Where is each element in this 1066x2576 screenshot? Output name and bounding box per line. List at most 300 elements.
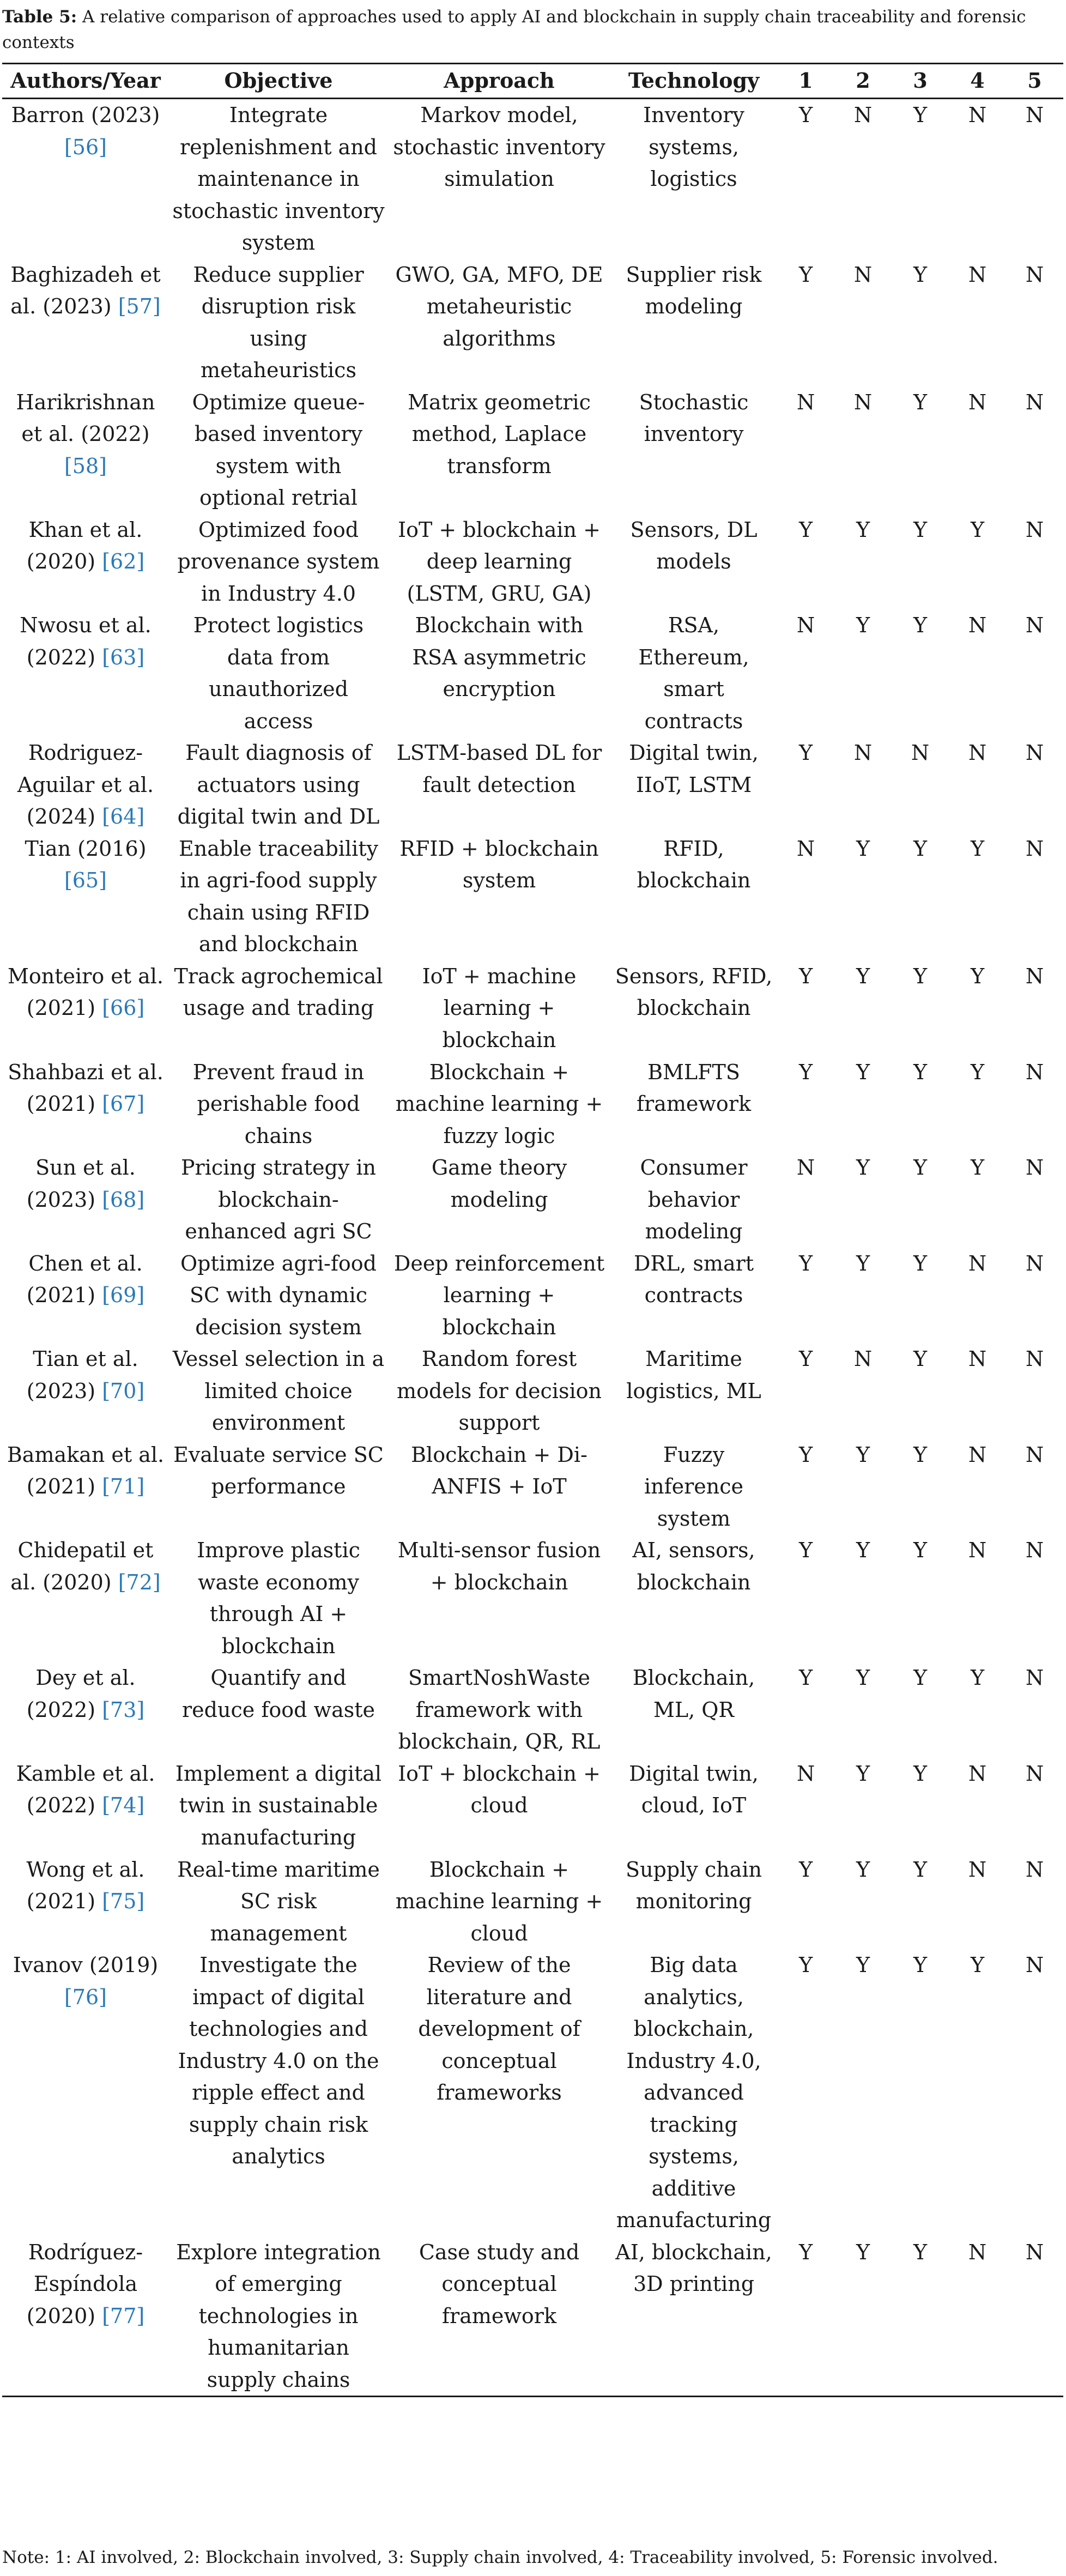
citation-link[interactable]: [68]	[102, 1187, 145, 1212]
approach-text: Markov model, stochastic inventory simulation	[393, 103, 605, 191]
objective-text: Fault diagnosis of actuators using digital twin and DL	[177, 741, 380, 829]
flag-col-2-cell: Y	[856, 517, 870, 542]
author-cell	[2, 99, 169, 259]
approach-text: IoT + blockchain + deep learning (LSTM, GRU, GA)	[398, 517, 601, 606]
flag-col-5-cell: N	[1025, 964, 1044, 988]
objective-cell	[169, 960, 388, 1056]
technology-text: Fuzzy inference system	[644, 1442, 744, 1531]
flag-col-1-cell: Y	[798, 1953, 813, 1977]
citation-link[interactable]: [56]	[64, 135, 107, 159]
citation-link[interactable]: [63]	[102, 645, 145, 669]
flag-col-1-cell: Y	[777, 2236, 834, 2397]
approach-cell	[388, 1758, 610, 1854]
flag-col-5-cell: N	[1025, 1953, 1044, 1977]
flag-col-2-cell: Y	[856, 1538, 870, 1562]
table-row	[2, 1854, 1063, 1950]
approach-cell	[388, 514, 610, 610]
approach-cell	[388, 960, 610, 1056]
author-text: Wong et al. (2021)	[26, 1857, 145, 1913]
author-text: Rodriguez-Aguilar et al. (2024)	[17, 741, 154, 829]
author-cell	[2, 259, 169, 386]
approach-text: Blockchain + machine learning + cloud	[395, 1857, 603, 1945]
flag-col-4-cell: N	[968, 1251, 987, 1275]
technology-cell	[610, 1854, 777, 1950]
citation-link[interactable]: [69]	[102, 1283, 145, 1307]
flag-col-4-cell: Y	[970, 1953, 985, 1977]
flag-col-2-cell: N	[853, 1347, 873, 1371]
flag-col-5-cell: N	[1025, 390, 1044, 414]
objective-text: Integrate replenishment and maintenance in stochastic inventory system	[172, 103, 385, 255]
flag-col-4-cell: Y	[970, 517, 985, 542]
objective-cell	[169, 1056, 388, 1152]
citation-link[interactable]: [64]	[102, 805, 145, 829]
flag-col-1-cell: Y	[798, 1060, 813, 1084]
flag-col-5-cell: N	[1025, 836, 1044, 861]
technology-cell	[610, 514, 777, 610]
flag-col-3-cell: Y	[913, 1953, 928, 1977]
flag-col-1-cell: Y	[798, 1347, 813, 1371]
technology-text: Maritime logistics, ML	[626, 1347, 761, 1403]
flag-col-4-cell: Y	[970, 836, 985, 861]
header-approach: Approach	[388, 64, 610, 99]
objective-text: Improve plastic waste economy through AI + blockchain	[197, 1538, 360, 1658]
objective-text: Optimize queue-based inventory system with optional retrial	[192, 390, 365, 510]
citation-link[interactable]: [74]	[102, 1793, 145, 1817]
author-text: Nwosu et al. (2022)	[20, 613, 152, 669]
objective-text: Enable traceability in agri-food supply chain using RFID and blockchain	[179, 836, 378, 956]
technology-text: Digital twin, IIoT, LSTM	[629, 741, 759, 797]
flag-col-1-cell: Y	[798, 964, 813, 988]
flag-col-2-cell: Y	[856, 836, 870, 861]
author-cell	[2, 1949, 169, 2236]
technology-text: RSA, Ethereum, smart contracts	[638, 613, 749, 733]
technology-text: DRL, smart contracts	[633, 1251, 754, 1307]
author-text: Monteiro et al. (2021)	[7, 964, 164, 1020]
author-text: Tian et al. (2023)	[26, 1347, 138, 1403]
approach-cell	[388, 609, 610, 737]
author-cell	[2, 1758, 169, 1854]
flag-col-5-cell: N	[1025, 1442, 1044, 1467]
flag-col-2-cell: N	[853, 103, 873, 127]
objective-cell	[169, 1758, 388, 1854]
flag-col-4-cell: N	[968, 613, 987, 637]
flag-col-5-cell: N	[1025, 1761, 1044, 1786]
objective-cell	[169, 1662, 388, 1758]
flag-col-3-cell: Y	[913, 836, 928, 861]
flag-col-3-cell: Y	[892, 2236, 949, 2397]
objective-text: Reduce supplier disruption risk using metaheuristics	[193, 262, 364, 382]
header-objective: Objective	[169, 64, 388, 99]
approach-cell	[388, 1534, 610, 1662]
approach-cell	[388, 1343, 610, 1439]
approach-text: Case study and conceptual framework	[419, 2240, 580, 2328]
flag-col-4-cell: Y	[970, 1156, 985, 1180]
approach-text: Blockchain + Di-ANFIS + IoT	[411, 1442, 587, 1498]
objective-text: Prevent fraud in perishable food chains	[192, 1060, 365, 1148]
flag-col-1-cell: Y	[798, 1857, 813, 1882]
technology-cell	[610, 609, 777, 737]
approach-text: IoT + machine learning + blockchain	[422, 964, 577, 1052]
citation-link[interactable]: [58]	[64, 453, 107, 478]
author-cell	[2, 1248, 169, 1344]
objective-cell	[169, 737, 388, 833]
objective-cell	[169, 2236, 388, 2397]
flag-col-5-cell: N	[1025, 1857, 1044, 1882]
objective-text: Protect logistics data from unauthorized access	[193, 613, 364, 733]
approach-text: GWO, GA, MFO, DE metaheuristic algorithms	[395, 262, 603, 350]
technology-cell	[610, 1056, 777, 1152]
objective-cell	[169, 386, 388, 514]
author-text: Khan et al. (2020)	[26, 517, 143, 573]
author-cell	[2, 1439, 169, 1535]
table-row	[2, 99, 1063, 259]
objective-text: Investigate the impact of digital technologies and Industry 4.0 on the ripple effect and supply chain risk analytics	[178, 1953, 379, 2168]
flag-col-5-cell: N	[1025, 613, 1044, 637]
author-cell	[2, 1534, 169, 1662]
approach-text: Blockchain with RSA asymmetric encryption	[412, 613, 586, 701]
approach-text: Deep reinforcement learning + blockchain	[393, 1251, 605, 1339]
objective-cell	[169, 99, 388, 259]
approach-cell	[388, 1439, 610, 1535]
author-text: Baghizadeh et al. (2023)	[10, 262, 161, 318]
approach-text: Multi-sensor fusion + blockchain	[397, 1538, 601, 1594]
flag-col-3-cell: Y	[913, 1761, 928, 1786]
citation-link[interactable]: [57]	[118, 294, 161, 318]
technology-cell	[610, 1949, 777, 2236]
flag-col-3-cell: Y	[913, 1857, 928, 1882]
technology-cell	[610, 737, 777, 833]
flag-col-5-cell: N	[1025, 1538, 1044, 1562]
flag-col-2-cell: Y	[856, 613, 870, 637]
table-row	[2, 386, 1063, 514]
technology-text: Blockchain, ML, QR	[632, 1666, 755, 1722]
approach-text: Blockchain + machine learning + fuzzy logic	[395, 1060, 603, 1148]
objective-cell	[169, 833, 388, 960]
author-text: Ivanov (2019)	[13, 1953, 159, 1977]
approach-cell	[388, 1152, 610, 1248]
technology-text: Supply chain monitoring	[626, 1857, 762, 1913]
flag-col-1-cell: Y	[798, 1251, 813, 1275]
flag-col-2-cell: Y	[856, 1953, 870, 1977]
flag-col-3-cell: Y	[913, 1666, 928, 1690]
flag-col-1-cell: N	[796, 613, 815, 637]
objective-text: Vessel selection in a limited choice environment	[172, 1347, 385, 1435]
flag-col-4-cell: N	[968, 1857, 987, 1882]
table-row	[2, 1534, 1063, 1662]
technology-text: Sensors, DL models	[630, 517, 758, 573]
flag-col-4-cell: N	[968, 262, 987, 287]
technology-cell	[610, 833, 777, 960]
objective-cell	[169, 609, 388, 737]
flag-col-4-cell: N	[968, 390, 987, 414]
approach-cell	[388, 2236, 610, 2397]
flag-col-3-cell: Y	[913, 103, 928, 127]
flag-col-1-cell: Y	[798, 1666, 813, 1690]
table-row	[2, 259, 1063, 386]
table-row	[2, 833, 1063, 960]
flag-col-2-cell: Y	[856, 1156, 870, 1180]
flag-col-4-cell: N	[968, 1761, 987, 1786]
flag-col-2-cell: Y	[856, 1251, 870, 1275]
approach-text: IoT + blockchain + cloud	[398, 1761, 601, 1817]
author-text: Rodríguez-Espíndola (2020)	[26, 2240, 143, 2328]
approach-text: LSTM-based DL for fault detection	[396, 741, 602, 797]
flag-col-5-cell: N	[1025, 262, 1044, 287]
table-header-row	[2, 64, 1063, 99]
flag-col-5-cell: N	[1006, 2236, 1063, 2397]
technology-cell	[610, 960, 777, 1056]
flag-col-2-cell: Y	[856, 1666, 870, 1690]
author-cell	[2, 386, 169, 514]
objective-text: Implement a digital twin in sustainable manufacturing	[175, 1761, 382, 1849]
flag-col-3-cell: Y	[913, 964, 928, 988]
flag-col-5-cell: N	[1025, 1251, 1044, 1275]
flag-col-4-cell: N	[968, 103, 987, 127]
header-col-2: 2	[834, 64, 892, 99]
comparison-table	[2, 63, 1063, 2397]
objective-cell	[169, 1343, 388, 1439]
technology-cell	[610, 1534, 777, 1662]
approach-cell	[388, 833, 610, 960]
objective-cell	[169, 1439, 388, 1535]
technology-cell	[610, 1343, 777, 1439]
table-row	[2, 609, 1063, 737]
table-row	[2, 1949, 1063, 2236]
citation-link[interactable]: [62]	[102, 549, 145, 573]
header-col-5: 5	[1006, 64, 1063, 99]
approach-text: Random forest models for decision support	[397, 1347, 602, 1435]
flag-col-5-cell: N	[1025, 1666, 1044, 1690]
author-text: Shahbazi et al. (2021)	[8, 1060, 163, 1116]
flag-col-1-cell: Y	[798, 262, 813, 287]
flag-col-2-cell: N	[853, 390, 873, 414]
objective-text: Pricing strategy in blockchain-enhanced agri SC	[180, 1156, 377, 1243]
flag-col-1-cell: Y	[798, 741, 813, 765]
objective-cell	[169, 514, 388, 610]
caption-label: Table 5:	[2, 7, 77, 27]
objective-text: Explore integration of emerging technologies in humanitarian supply chains	[176, 2240, 381, 2392]
approach-cell	[388, 386, 610, 514]
technology-text: Big data analytics, blockchain, Industry 4.0, advanced tracking systems, additive manufacturing	[616, 1953, 772, 2232]
flag-col-1-cell: Y	[798, 1538, 813, 1562]
flag-col-4-cell: N	[968, 1442, 987, 1467]
flag-col-3-cell: Y	[913, 1538, 928, 1562]
citation-link[interactable]: [66]	[102, 996, 145, 1020]
citation-link[interactable]: [65]	[64, 868, 107, 892]
table-row	[2, 1152, 1063, 1248]
objective-cell	[169, 1949, 388, 2236]
flag-col-1-cell: N	[796, 390, 815, 414]
table-row	[2, 1439, 1063, 1535]
flag-col-2-cell: Y	[856, 1857, 870, 1882]
approach-text: RFID + blockchain system	[399, 836, 599, 892]
technology-text: BMLFTS framework	[636, 1060, 751, 1116]
citation-link[interactable]: [72]	[118, 1570, 161, 1594]
flag-col-2-cell: Y	[856, 1761, 870, 1786]
flag-col-3-cell: Y	[913, 613, 928, 637]
author-cell	[2, 2236, 169, 2397]
flag-col-3-cell: Y	[913, 1347, 928, 1371]
author-text: Bamakan et al. (2021)	[7, 1442, 165, 1498]
author-text: Barron (2023)	[11, 103, 160, 127]
technology-text: Consumer behavior modeling	[640, 1156, 748, 1243]
author-text: Chidepatil et al. (2020)	[10, 1538, 154, 1594]
flag-col-2-cell: N	[853, 262, 873, 287]
author-text: Chen et al. (2021)	[26, 1251, 143, 1307]
flag-col-5-cell: N	[1025, 1347, 1044, 1371]
technology-text: Inventory systems, logistics	[643, 103, 744, 191]
table-row	[2, 1056, 1063, 1152]
flag-col-3-cell: Y	[913, 517, 928, 542]
flag-col-1-cell: N	[796, 1156, 815, 1180]
table-row	[2, 1662, 1063, 1758]
flag-col-5-cell: N	[1025, 1060, 1044, 1084]
flag-col-1-cell: Y	[798, 1442, 813, 1467]
flag-col-4-cell: Y	[970, 1666, 985, 1690]
technology-cell	[610, 1152, 777, 1248]
technology-cell	[610, 1758, 777, 1854]
citation-link[interactable]: [70]	[102, 1378, 145, 1403]
technology-cell	[610, 259, 777, 386]
table-body	[2, 99, 1063, 2397]
technology-text: Supplier risk modeling	[626, 262, 762, 318]
flag-col-3-cell: Y	[913, 1442, 928, 1467]
citation-link[interactable]: [75]	[102, 1889, 145, 1913]
technology-cell	[610, 386, 777, 514]
author-text: Tian (2016)	[25, 836, 147, 861]
approach-cell	[388, 1056, 610, 1152]
flag-col-3-cell: Y	[913, 262, 928, 287]
author-text: Kamble et al. (2022)	[16, 1761, 155, 1817]
author-cell	[2, 737, 169, 833]
technology-cell	[610, 2236, 777, 2397]
flag-col-2-cell: Y	[834, 2236, 892, 2397]
flag-col-5-cell: N	[1025, 1156, 1044, 1180]
flag-col-4-cell: N	[968, 741, 987, 765]
objective-cell	[169, 1854, 388, 1950]
flag-col-4-cell: Y	[970, 1060, 985, 1084]
approach-text: SmartNoshWaste framework with blockchain, QR, RL	[398, 1666, 601, 1753]
approach-cell	[388, 1248, 610, 1344]
table-row	[2, 2236, 1063, 2397]
flag-col-3-cell: Y	[913, 390, 928, 414]
technology-cell	[610, 1248, 777, 1344]
author-cell	[2, 514, 169, 610]
flag-col-4-cell: N	[968, 1347, 987, 1371]
technology-text: AI, sensors, blockchain	[632, 1538, 755, 1594]
flag-col-3-cell: Y	[913, 1060, 928, 1084]
author-cell	[2, 1662, 169, 1758]
author-text: Dey et al. (2022)	[26, 1666, 136, 1722]
approach-text: Game theory modeling	[431, 1156, 567, 1212]
header-authors-year: Authors/Year	[2, 64, 169, 99]
objective-cell	[169, 1152, 388, 1248]
author-cell	[2, 960, 169, 1056]
author-cell	[2, 1056, 169, 1152]
header-col-1: 1	[777, 64, 834, 99]
technology-cell	[610, 1662, 777, 1758]
technology-text: Sensors, RFID, blockchain	[615, 964, 773, 1020]
table-row	[2, 514, 1063, 610]
caption-text: A relative comparison of approaches used to apply AI and blockchain in supply chain traceability and forensic contexts	[2, 7, 1026, 52]
author-cell	[2, 609, 169, 737]
objective-text: Track agrochemical usage and trading	[174, 964, 383, 1020]
approach-cell	[388, 1854, 610, 1950]
flag-col-1-cell: Y	[798, 517, 813, 542]
approach-cell	[388, 99, 610, 259]
author-text: Harikrishnan et al. (2022)	[16, 390, 155, 446]
flag-col-5-cell: N	[1025, 103, 1044, 127]
objective-cell	[169, 1534, 388, 1662]
flag-col-4-cell: N	[968, 1538, 987, 1562]
table-row	[2, 737, 1063, 833]
flag-col-4-cell: Y	[970, 964, 985, 988]
table-caption	[2, 4, 1062, 56]
technology-cell	[610, 99, 777, 259]
approach-text: Review of the literature and development of conceptual frameworks	[418, 1953, 580, 2105]
flag-col-3-cell: Y	[913, 1156, 928, 1180]
table-row	[2, 1343, 1063, 1439]
flag-col-5-cell: N	[1025, 741, 1044, 765]
flag-col-2-cell: N	[853, 741, 873, 765]
header-technology: Technology	[610, 64, 777, 99]
technology-text: AI, blockchain, 3D printing	[615, 2240, 772, 2296]
objective-text: Optimize agri-food SC with dynamic decision system	[180, 1251, 377, 1339]
objective-text: Optimized food provenance system in Industry 4.0	[177, 517, 380, 606]
approach-cell	[388, 1662, 610, 1758]
approach-text: Matrix geometric method, Laplace transform	[408, 390, 591, 478]
technology-text: RFID, blockchain	[637, 836, 751, 892]
citation-link[interactable]: [71]	[102, 1474, 145, 1498]
author-cell	[2, 1343, 169, 1439]
objective-text: Real-time maritime SC risk management	[177, 1857, 380, 1945]
author-cell	[2, 1152, 169, 1248]
approach-cell	[388, 259, 610, 386]
table-row	[2, 960, 1063, 1056]
technology-text: Stochastic inventory	[639, 390, 749, 446]
flag-col-2-cell: Y	[856, 1060, 870, 1084]
objective-cell	[169, 259, 388, 386]
flag-col-4-cell: N	[949, 2236, 1006, 2397]
flag-col-1-cell: N	[796, 836, 815, 861]
flag-col-3-cell: Y	[913, 1251, 928, 1275]
citation-link[interactable]: [67]	[102, 1092, 145, 1116]
header-col-4: 4	[949, 64, 1006, 99]
objective-cell	[169, 1248, 388, 1344]
technology-text: Digital twin, cloud, IoT	[629, 1761, 759, 1817]
author-cell	[2, 833, 169, 960]
approach-cell	[388, 737, 610, 833]
objective-text: Quantify and reduce food waste	[182, 1666, 375, 1722]
flag-col-1-cell: Y	[798, 103, 813, 127]
table-row	[2, 1758, 1063, 1854]
author-text: Sun et al. (2023)	[26, 1156, 136, 1212]
technology-cell	[610, 1439, 777, 1535]
citation-link[interactable]: [76]	[64, 1985, 107, 2009]
citation-link[interactable]: [73]	[102, 1697, 145, 1722]
flag-col-2-cell: Y	[856, 1442, 870, 1467]
header-col-3: 3	[892, 64, 949, 99]
table-row	[2, 1248, 1063, 1344]
flag-col-3-cell: N	[911, 741, 930, 765]
flag-col-5-cell: N	[1025, 517, 1044, 542]
author-cell	[2, 1854, 169, 1950]
flag-col-1-cell: N	[796, 1761, 815, 1786]
citation-link[interactable]: [77]	[102, 2303, 145, 2328]
approach-cell	[388, 1949, 610, 2236]
table-note: Note: 1: AI involved, 2: Blockchain involved, 3: Supply chain involved, 4: Traceability involved, 5: Forensic involved.	[2, 2548, 998, 2567]
flag-col-2-cell: Y	[856, 964, 870, 988]
